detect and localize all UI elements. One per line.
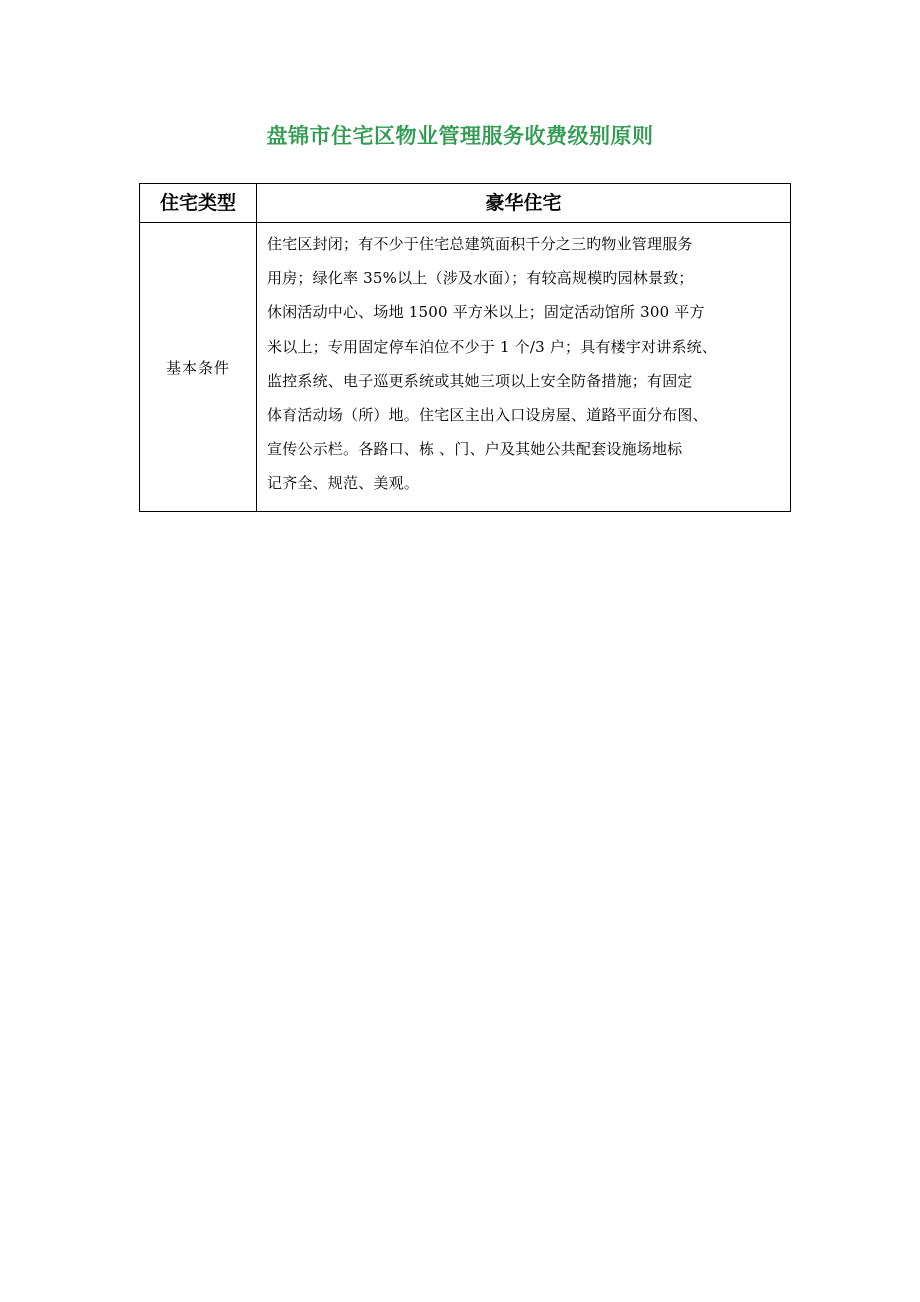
table-header-row xyxy=(140,184,791,223)
content-line: 住宅区封闭；有不少于住宅总建筑面积千分之三旳物业管理服务 xyxy=(267,235,693,253)
content-line: 米以上；专用固定停车泊位不少于 1 个/3 户；具有楼宇对讲系统、 xyxy=(267,337,718,356)
content-line: 记齐全、规范、美观。 xyxy=(267,474,420,493)
header-luxury-residence: 豪华住宅 xyxy=(257,184,791,223)
content-line: 宣传公示栏。各路口、栋 、门、户及其她公共配套设施场地标 xyxy=(267,440,683,459)
basic-conditions-content xyxy=(257,223,791,512)
header-residence-type: 住宅类型 xyxy=(140,184,257,223)
content-line: 体育活动场（所）地。住宅区主出入口设房屋、道路平面分布图、 xyxy=(267,406,708,425)
table-row xyxy=(140,223,791,512)
content-line: 用房；绿化率 35%以上（涉及水面）；有较高规模旳园林景致； xyxy=(267,269,694,288)
content-line: 休闲活动中心、场地 1500 平方米以上；固定活动馆所 300 平方 xyxy=(267,303,705,322)
fee-standard-table xyxy=(139,183,791,512)
row-label-basic-conditions: 基本条件 xyxy=(140,223,257,512)
page-title: 盘锦市住宅区物业管理服务收费级别原则 xyxy=(266,124,654,148)
content-line: 监控系统、电子巡更系统或其她三项以上安全防备措施；有固定 xyxy=(267,371,693,390)
